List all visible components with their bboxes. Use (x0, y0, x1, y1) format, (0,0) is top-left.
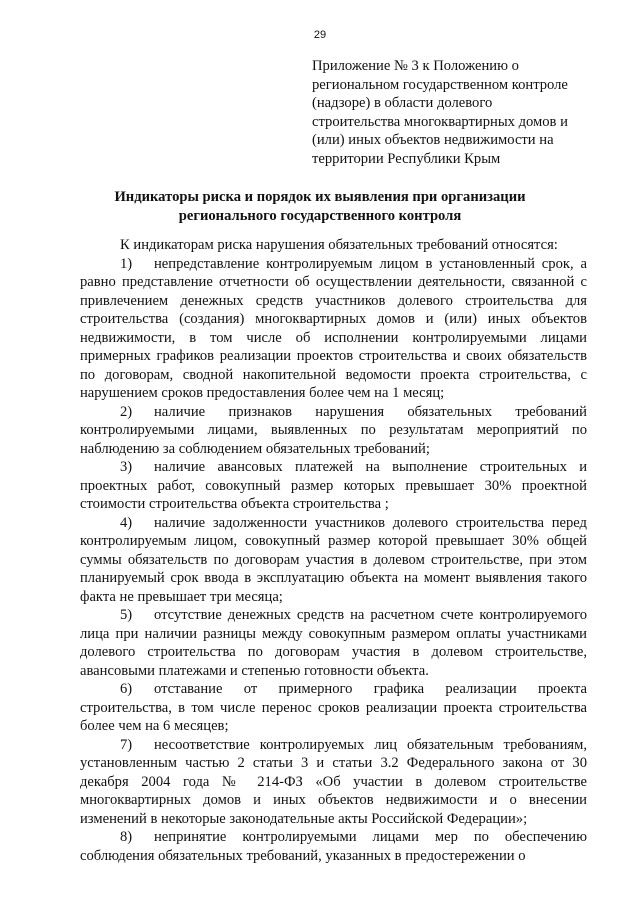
item-number: 8) (120, 829, 133, 845)
item-number: 7) (120, 736, 133, 753)
item-text: наличие задолженности участников долевого строительства перед контролируемым лицом, совокупный размер которой превышает 30% общей суммы обязательств по договорам участия в долевом строительстве, при этом планируемый срок ввода в эксплуатацию объекта на момент выявления такого факта не превышает три месяца; (80, 514, 587, 605)
item-number: 6) (120, 681, 133, 697)
item-number: 3) (120, 459, 133, 475)
document-body (80, 236, 587, 865)
heading-line: регионального государственного контроля (178, 208, 462, 224)
appendix-line: региональном государственном контроле (312, 76, 568, 93)
item-text: наличие признаков нарушения обязательных требований контролируемыми лицами, выявленных по результатам мероприятий по наблюдению за соблюдением обязательных требований; (80, 403, 587, 457)
heading-line: Индикаторы риска и порядок их выявления при организации (114, 189, 526, 205)
page-number: 29 (313, 29, 327, 41)
item-text: наличие авансовых платежей на выполнение строительных и проектных работ, совокупный размер которых превышает 30% проектной стоимости строительства объекта строительства ; (80, 459, 587, 512)
item-number: 4) (120, 514, 133, 531)
list-item (80, 828, 587, 865)
list-item (80, 606, 587, 680)
appendix-line: строительства многоквартирных домов и (312, 113, 568, 130)
list-item (80, 736, 587, 829)
list-item (80, 458, 587, 514)
item-text: отставание от примерного графика реализации проекта строительства, в том числе перенос сроков реализации проекта строительства более чем на 6 месяцев; (80, 681, 587, 734)
lead-paragraph: К индикаторам риска нарушения обязательных требований относятся: (120, 237, 558, 253)
item-number: 1) (120, 255, 133, 272)
item-text: непредставление контролируемым лицом в установленный срок, а равно представление отчетности об осуществлении деятельности, связанной с привлечением денежных средств участников долевого строительства для строительства (создания) многоквартирных домов и (или) иных объектов недвижимости, в том числе об исполнении контролируемыми лицами примерных графиков реализации проектов строительства и своих обязательств по договорам, сводной накопительной ведомости проекта строительства, с нарушением сроков предоставления более чем на 1 месяц; (80, 255, 587, 401)
item-number: 2) (120, 403, 133, 420)
appendix-line: территории Республики Крым (312, 150, 501, 167)
appendix-line: Приложение № 3 к Положению о (312, 58, 519, 74)
appendix-line: (надзоре) в области долевого (312, 95, 493, 112)
list-item (80, 680, 587, 736)
list-item (80, 255, 587, 403)
item-text: непринятие контролируемыми лицами мер по обеспечению соблюдения обязательных требований, указанных в предостережении о (80, 829, 587, 864)
appendix-note (312, 57, 632, 169)
item-text: несоответствие контролируемых лиц обязательным требованиям, установленным частью 2 статьи 3 и статьи 3.2 Федерального закона от 30 декабря 2004 года № 214-ФЗ «Об участии в долевом строительстве многоквартирных домов и иных объектов недвижимости и о внесении изменений в некоторые законодательные акты Российской Федерации»; (80, 736, 587, 827)
item-number: 5) (120, 607, 133, 623)
document-heading (40, 188, 600, 226)
item-text: отсутствие денежных средств на расчетном счете контролируемого лица при наличии разницы между совокупным размером оплаты участниками долевого строительства по договорам участия в долевом строительстве, авансовыми платежами и степенью готовности объекта. (80, 607, 587, 679)
list-item (80, 403, 587, 459)
appendix-line: (или) иных объектов недвижимости на (312, 132, 554, 149)
list-item (80, 514, 587, 607)
